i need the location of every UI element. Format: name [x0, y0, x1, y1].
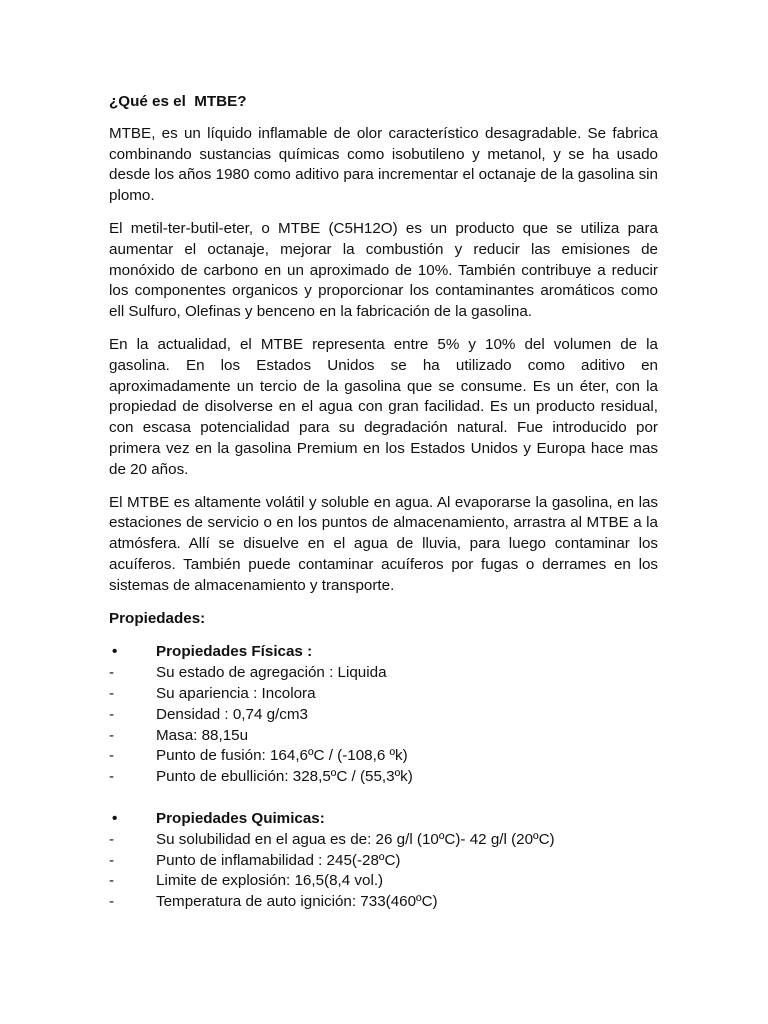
bullet-icon: • — [112, 809, 118, 827]
chemical-properties-heading — [109, 809, 658, 830]
dash-marker: - — [109, 830, 115, 848]
list-item — [109, 726, 658, 747]
physical-properties-heading-text: Propiedades Físicas : — [156, 643, 313, 661]
list-item-text: Punto de fusión: 164,6ºC / (-108,6 ºk) — [156, 747, 408, 765]
list-item-text: Densidad : 0,74 g/cm3 — [156, 705, 308, 723]
dash-marker: - — [109, 851, 115, 869]
list-item-text: Masa: 88,15u — [156, 726, 249, 744]
paragraph-definition: El metil-ter-butil-eter, o MTBE (C5H12O) es un producto que se utiliza para aumentar el octanaje, mejorar la combustión y reducir las emisiones de monóxido de carbono en un aproximado de 10%. También contribuye a reducir los componentes organicos y proporcionar los contaminantes aromáticos como ell Sulfuro, Olefinas y benceno en la fabricación de la gasolina. — [109, 219, 658, 321]
paragraph-contamination: El MTBE es altamente volátil y soluble en agua. Al evaporarse la gasolina, en las estaciones de servicio o en los puntos de almacenamiento, arrastra al MTBE a la atmósfera. Allí se disuelve en el agua de lluvia, para luego contaminar los acuíferos. También puede contaminar acuíferos por fugas o derrames en los sistemas de almacenamiento y transporte. — [109, 493, 658, 594]
list-item — [109, 830, 658, 851]
dash-marker: - — [109, 768, 115, 786]
list-item-text: Su estado de agregación : Liquida — [156, 664, 387, 682]
list-item-text: Punto de inflamabilidad : 245(-28ºC) — [156, 851, 401, 869]
document-page — [109, 92, 658, 913]
list-item — [109, 767, 658, 788]
dash-marker: - — [109, 872, 115, 890]
list-item-text: Punto de ebullición: 328,5ºC / (55,3ºk) — [156, 768, 413, 786]
properties-section-title: Propiedades: — [109, 609, 206, 627]
bullet-icon: • — [112, 643, 118, 661]
dash-marker: - — [109, 664, 115, 682]
list-item — [109, 705, 658, 726]
list-item — [109, 871, 658, 892]
list-item-text: Temperatura de auto ignición: 733(460ºC) — [156, 893, 438, 911]
list-item-text: Su apariencia : Incolora — [156, 684, 316, 702]
list-item — [109, 851, 658, 872]
list-item-text: Limite de explosión: 16,5(8,4 vol.) — [156, 872, 384, 890]
document-title: ¿Qué es el MTBE? — [109, 93, 247, 110]
list-item-text: Su solubilidad en el agua es de: 26 g/l (10ºC)- 42 g/l (20ºC) — [156, 830, 555, 848]
spacer — [109, 788, 658, 809]
physical-properties-heading — [109, 642, 658, 663]
paragraph-intro: MTBE, es un líquido inflamable de olor característico desagradable. Se fabrica combinando sustancias químicas como isobutileno y metanol, y se ha usado desde los años 1980 como aditivo para incrementar el octanaje de la gasolina sin plomo. — [109, 124, 658, 205]
dash-marker: - — [109, 705, 115, 723]
list-item — [109, 663, 658, 684]
list-item — [109, 746, 658, 767]
dash-marker: - — [109, 684, 115, 702]
list-item — [109, 892, 658, 913]
physical-properties-list — [109, 663, 658, 788]
dash-marker: - — [109, 726, 115, 744]
chemical-properties-list — [109, 830, 658, 913]
paragraph-current-use: En la actualidad, el MTBE representa entre 5% y 10% del volumen de la gasolina. En los Estados Unidos se ha utilizado como aditivo en aproximadamente un tercio de la gasolina que se consume. Es un éter, con la propiedad de disolverse en el agua con gran facilidad. Es un producto residual, con escasa potencialidad para su degradación natural. Fue introducido por primera vez en la gasolina Premium en los Estados Unidos y Europa hace mas de 20 años. — [109, 335, 658, 478]
dash-marker: - — [109, 893, 115, 911]
list-item — [109, 684, 658, 705]
dash-marker: - — [109, 747, 115, 765]
chemical-properties-heading-text: Propiedades Quimicas: — [156, 809, 325, 827]
